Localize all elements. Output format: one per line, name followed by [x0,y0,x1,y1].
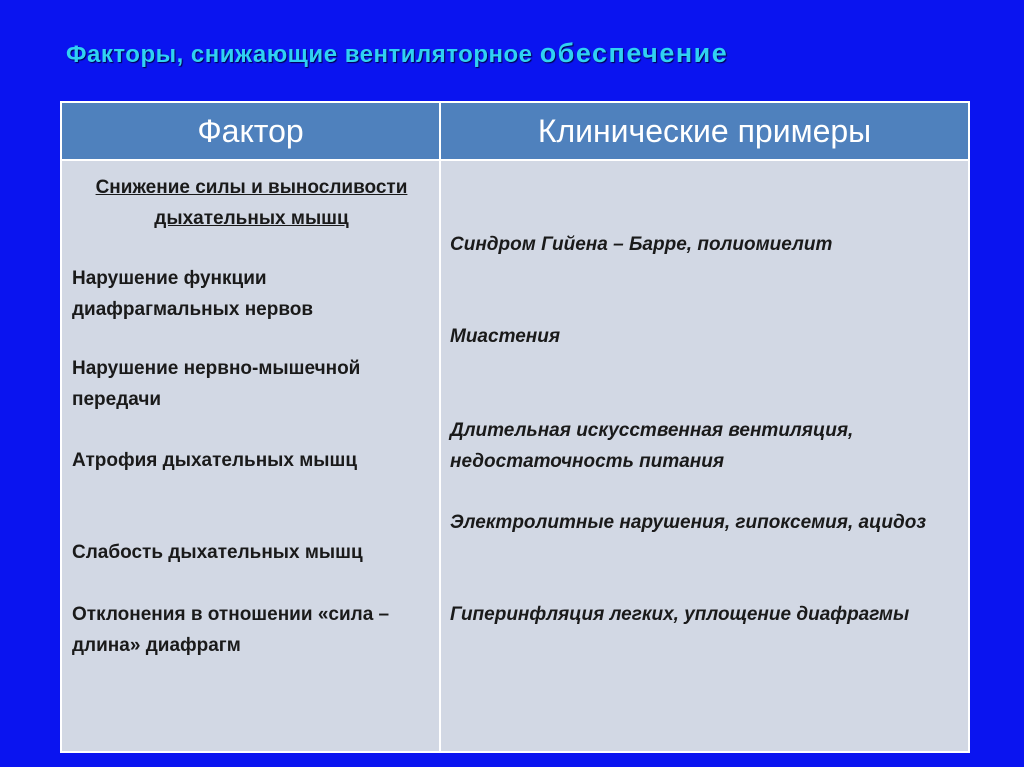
slide-title-main: Факторы, снижающие вентиляторное [66,41,533,68]
factor-group-title: Снижение силы и выносливости дыхательных мышц [95,177,408,229]
factor-item: Нарушение нервно-мышечной передачи [72,358,361,410]
header-factor: Фактор [197,113,304,149]
example-item: Миастения [450,326,561,347]
example-item: Электролитные нарушения, гипоксемия, ацидоз [450,512,927,533]
column-divider [439,103,441,751]
example-item: Синдром Гийена – Барре, полиомиелит [450,234,833,255]
factor-item: Нарушение функции диафрагмальных нервов [72,268,314,320]
factor-item: Отклонения в отношении «сила – длина» диафрагм [72,604,390,656]
header-clinical-examples: Клинические примеры [537,113,872,149]
factor-item: Атрофия дыхательных мышц [72,450,358,471]
slide-title [66,38,728,69]
table-header [62,103,968,161]
example-item: Гиперинфляция легких, уплощение диафрагмы [450,604,910,625]
example-item: Длительная искусственная вентиляция, недостаточность питания [450,420,854,472]
factors-table [60,101,970,753]
factor-item: Слабость дыхательных мышц [72,542,363,563]
slide-title-tail: обеспечение [539,38,729,68]
factor-group [72,173,431,234]
